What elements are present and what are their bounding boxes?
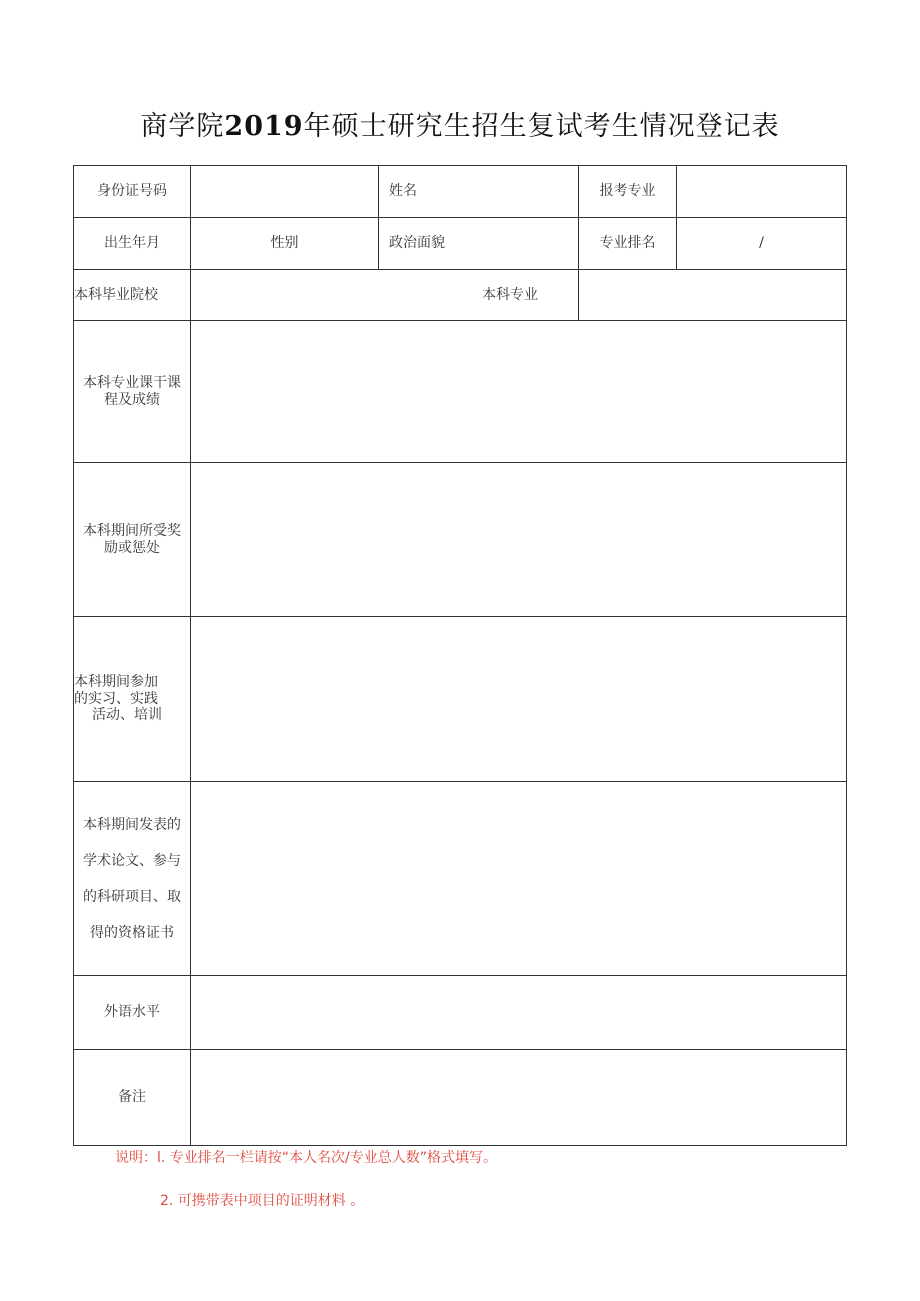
table-row [74, 1050, 847, 1146]
table-row [74, 166, 847, 218]
courses-label [74, 321, 191, 463]
major-rank-value[interactable]: / [677, 218, 847, 270]
research-field[interactable] [191, 782, 847, 976]
research-label [74, 782, 191, 976]
practice-label-line1: 本科期间参加 [74, 673, 158, 690]
title-prefix: 商学院 [140, 111, 225, 142]
birth-label: 出生年月 [74, 218, 191, 270]
page-title [0, 104, 920, 143]
title-suffix: 年硕士研究生招生复试考生情况登记表 [303, 111, 780, 142]
note-2: 2. 可携带表中项目的证明材料 。 [160, 1193, 365, 1209]
name-label: 姓名 [379, 166, 579, 218]
undergrad-major-field[interactable] [579, 270, 847, 321]
research-label-line1: 本科期间发表的 [83, 816, 181, 833]
gender-label: 性别 [191, 218, 379, 270]
remarks-field[interactable] [191, 1050, 847, 1146]
practice-label [74, 617, 191, 782]
table-row [74, 218, 847, 270]
practice-label-line3: 活动、培训 [92, 707, 162, 724]
id-number-label: 身份证号码 [74, 166, 191, 218]
undergrad-major-label: 本科专业 [191, 270, 579, 321]
undergrad-school-label: 本科毕业院校 [74, 270, 191, 321]
awards-label [74, 463, 191, 617]
title-year: 2019 [224, 111, 304, 142]
courses-label-line1: 本科专业课干课 [83, 374, 181, 391]
research-label-line4: 得的资格证书 [90, 924, 174, 941]
table-row [74, 782, 847, 976]
research-label-line2: 学术论文、参与 [83, 852, 181, 869]
applied-major-field[interactable] [677, 166, 847, 218]
courses-label-line2: 程及成绩 [104, 391, 160, 408]
awards-label-line2: 励或惩处 [104, 539, 160, 556]
note-1: 说明：l. 专业排名一栏请按“本人名次/专业总人数”格式填写。 [115, 1150, 498, 1166]
table-row [74, 321, 847, 463]
applied-major-label: 报考专业 [579, 166, 677, 218]
practice-label-line2: 的实习、实践 [74, 690, 158, 707]
research-label-line3: 的科研项目、取 [83, 888, 181, 905]
language-level-field[interactable] [191, 976, 847, 1050]
table-row [74, 270, 847, 321]
courses-field[interactable] [191, 321, 847, 463]
major-rank-label: 专业排名 [579, 218, 677, 270]
political-status-label: 政治面貌 [379, 218, 579, 270]
id-number-field[interactable] [191, 166, 379, 218]
registration-form-table [73, 165, 847, 1146]
table-row [74, 463, 847, 617]
remarks-label: 备注 [74, 1050, 191, 1146]
table-row [74, 617, 847, 782]
table-row [74, 976, 847, 1050]
awards-field[interactable] [191, 463, 847, 617]
language-level-label: 外语水平 [74, 976, 191, 1050]
awards-label-line1: 本科期间所受奖 [83, 522, 181, 539]
practice-field[interactable] [191, 617, 847, 782]
